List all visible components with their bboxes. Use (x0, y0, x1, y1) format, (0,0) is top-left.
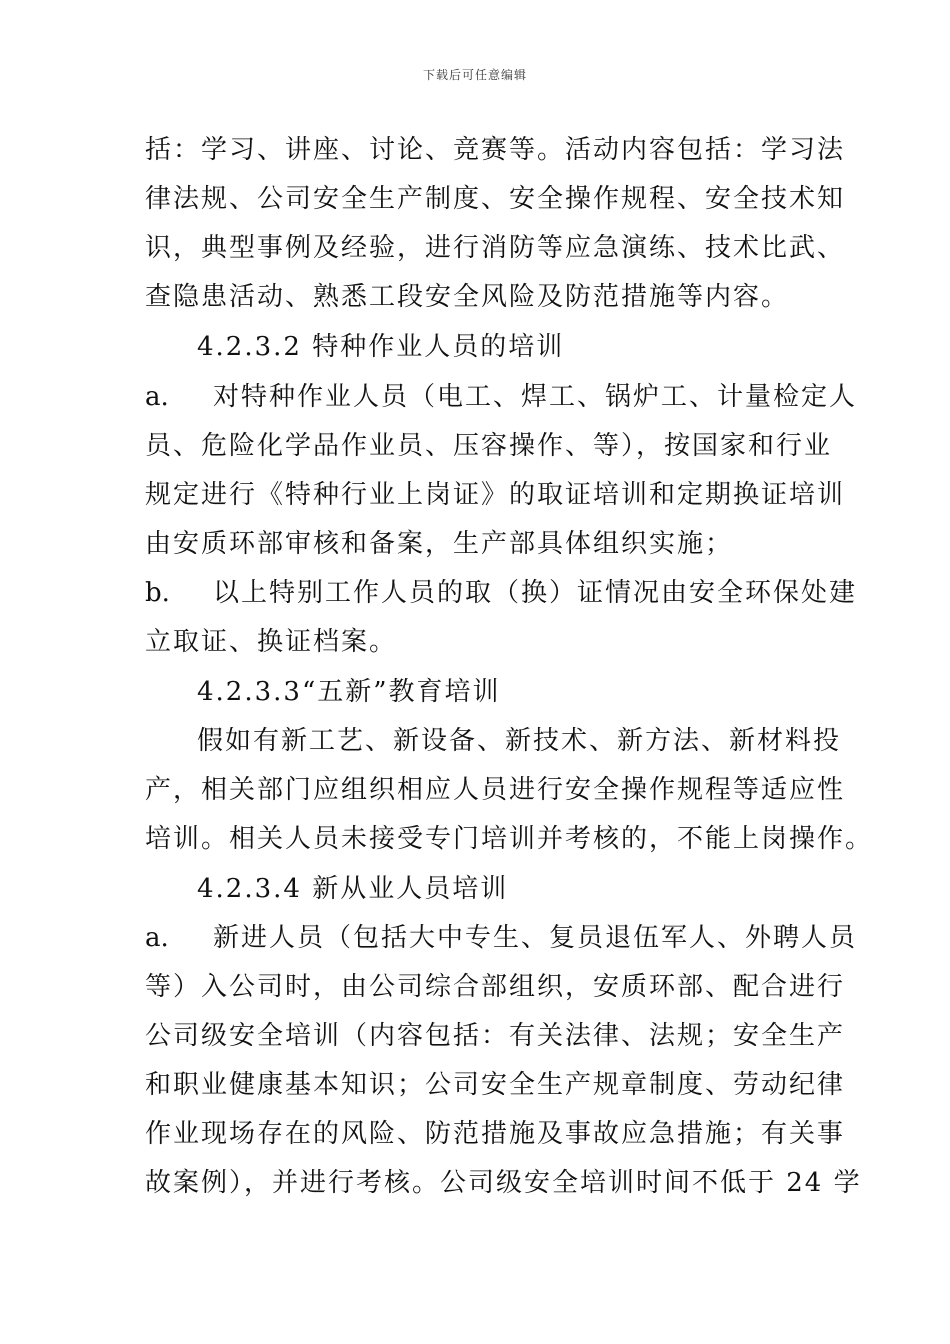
body-line: 产，相关部门应组织相应人员进行安全操作规程等适应性 (145, 775, 846, 805)
list-marker: b. (145, 578, 170, 608)
body-line: 律法规、公司安全生产制度、安全操作规程、安全技术知 (145, 184, 846, 214)
body-line: 作业现场存在的风险、防范措施及事故应急措施；有关事 (145, 1119, 846, 1149)
body-line: 识，典型事例及经验，进行消防等应急演练、技术比武、 (145, 233, 846, 263)
list-item-a (145, 381, 858, 413)
section-heading-4-2-3-2: 4.2.3.2 特种作业人员的培训 (197, 332, 565, 362)
list-item-text: 对特种作业人员（电工、焊工、锅炉工、计量检定人 (213, 382, 858, 412)
body-line: 由安质环部审核和备案，生产部具体组织实施； (145, 529, 734, 559)
body-line: 等）入公司时，由公司综合部组织，安质环部、配合进行 (145, 972, 846, 1002)
body-line: 和职业健康基本知识；公司安全生产规章制度、劳动纪律 (145, 1070, 846, 1100)
list-item-a (145, 922, 858, 954)
page-header: 下载后可任意编辑 (422, 68, 527, 82)
section-heading-4-2-3-4: 4.2.3.4 新从业人员培训 (197, 874, 509, 904)
body-line: 员、危险化学品作业员、压容操作、等），按国家和行业 (145, 431, 833, 461)
body-line: 括：学习、讲座、讨论、竞赛等。活动内容包括：学习法 (145, 135, 846, 165)
list-marker: a. (145, 382, 169, 412)
body-line: 故案例），并进行考核。公司级安全培训时间不低于 24 学 (145, 1168, 862, 1198)
body-line: 查隐患活动、熟悉工段安全风险及防范措施等内容。 (145, 282, 790, 312)
list-item-b (145, 577, 858, 609)
paragraph-first-line: 假如有新工艺、新设备、新技术、新方法、新材料投 (197, 726, 842, 756)
list-marker: a. (145, 923, 169, 953)
body-line: 规定进行《特种行业上岗证》的取证培训和定期换证培训 (145, 480, 846, 510)
body-line: 立取证、换证档案。 (145, 627, 398, 657)
section-heading-4-2-3-3: 4.2.3.3“五新”教育培训 (197, 677, 501, 707)
body-line: 公司级安全培训（内容包括：有关法律、法规；安全生产 (145, 1021, 846, 1051)
list-item-text: 新进人员（包括大中专生、复员退伍军人、外聘人员 (213, 923, 858, 953)
list-item-text: 以上特别工作人员的取（换）证情况由安全环保处建 (213, 578, 858, 608)
body-line: 培训。相关人员未接受专门培训并考核的，不能上岗操作。 (145, 824, 874, 854)
